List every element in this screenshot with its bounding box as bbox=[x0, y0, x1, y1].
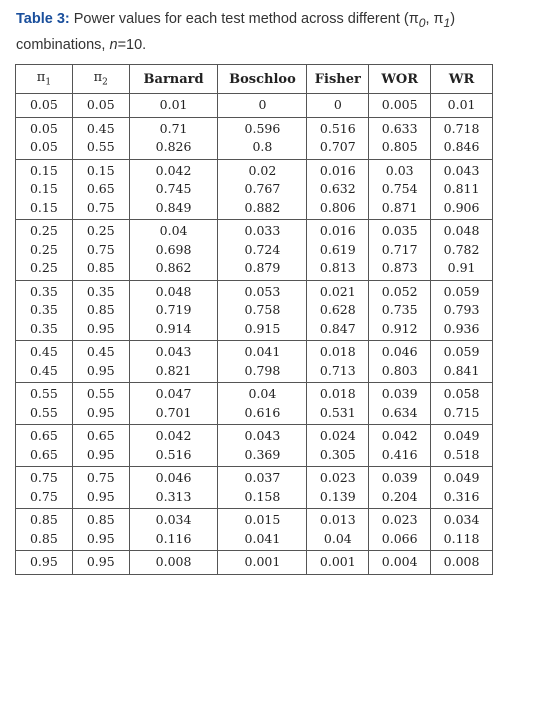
table-cell bbox=[16, 94, 73, 118]
cell-value: 0.841 bbox=[443, 362, 480, 378]
cell-value: 0.037 bbox=[244, 470, 281, 485]
table-cell bbox=[129, 383, 218, 425]
cell-value: 0.02 bbox=[248, 162, 277, 178]
table-row bbox=[16, 159, 493, 220]
cell-value: 0.95 bbox=[86, 530, 115, 546]
table-cell bbox=[307, 341, 369, 383]
cell-value: 0.715 bbox=[443, 404, 480, 420]
cell-value: 0.803 bbox=[381, 362, 418, 378]
table-row bbox=[16, 383, 493, 425]
cell-value: 0.806 bbox=[319, 199, 356, 215]
table-cell bbox=[369, 341, 431, 383]
cell-value: 0.717 bbox=[381, 241, 418, 257]
cell-value: 0.75 bbox=[86, 199, 115, 215]
table-cell bbox=[431, 117, 493, 159]
cell-value: 0.35 bbox=[86, 283, 115, 299]
cell-value: 0.862 bbox=[155, 260, 192, 275]
cell-value: 0.518 bbox=[443, 446, 480, 462]
table-cell bbox=[369, 383, 431, 425]
cell-value: 0.034 bbox=[443, 512, 480, 527]
cell-value: 0.001 bbox=[244, 554, 281, 569]
cell-value: 0.01 bbox=[159, 97, 188, 112]
cell-value: 0.016 bbox=[319, 162, 356, 178]
table-cell bbox=[129, 341, 218, 383]
table-cell bbox=[431, 280, 493, 341]
table-cell bbox=[369, 425, 431, 467]
cell-value: 0.55 bbox=[86, 139, 115, 154]
cell-value: 0.55 bbox=[86, 386, 115, 401]
cell-value: 0.619 bbox=[319, 241, 356, 257]
cell-value: 0.043 bbox=[443, 162, 480, 178]
cell-value: 0.05 bbox=[29, 139, 58, 154]
table-cell bbox=[218, 425, 307, 467]
table-cell bbox=[431, 220, 493, 281]
table-cell bbox=[307, 117, 369, 159]
table-row bbox=[16, 280, 493, 341]
cell-value: 0.046 bbox=[155, 470, 192, 485]
table-cell bbox=[16, 117, 73, 159]
table-cell bbox=[431, 467, 493, 509]
cell-value: 0.008 bbox=[155, 554, 192, 569]
cell-value: 0.041 bbox=[244, 530, 281, 546]
header-wr: WR bbox=[431, 65, 493, 94]
table-cell bbox=[218, 117, 307, 159]
cell-value: 0.65 bbox=[86, 428, 115, 443]
cell-value: 0.023 bbox=[381, 512, 418, 527]
cell-value: 0.914 bbox=[155, 320, 192, 336]
cell-value: 0.023 bbox=[319, 470, 356, 485]
cell-value: 0.04 bbox=[323, 530, 352, 546]
table-cell bbox=[129, 94, 218, 118]
table-cell bbox=[431, 509, 493, 551]
cell-value: 0.95 bbox=[86, 362, 115, 378]
table-row bbox=[16, 425, 493, 467]
cell-value: 0.719 bbox=[155, 302, 192, 317]
cell-value: 0.25 bbox=[29, 260, 58, 275]
table-cell bbox=[72, 425, 129, 467]
table-cell bbox=[307, 383, 369, 425]
caption-label: Table 3: bbox=[16, 11, 70, 27]
table-cell bbox=[218, 551, 307, 575]
cell-value: 0.95 bbox=[86, 320, 115, 336]
cell-value: 0.059 bbox=[443, 283, 480, 299]
cell-value: 0.632 bbox=[319, 181, 356, 196]
cell-value: 0.754 bbox=[381, 181, 418, 196]
cell-value: 0.826 bbox=[155, 139, 192, 154]
table-row bbox=[16, 341, 493, 383]
cell-value: 0.782 bbox=[443, 241, 480, 257]
cell-value: 0.039 bbox=[381, 470, 418, 485]
cell-value: 0.882 bbox=[244, 199, 281, 215]
table-cell bbox=[431, 159, 493, 220]
cell-value: 0.698 bbox=[155, 241, 192, 257]
cell-value: 0.633 bbox=[381, 120, 418, 136]
cell-value: 0.048 bbox=[443, 223, 480, 238]
table-cell bbox=[16, 159, 73, 220]
table-cell bbox=[129, 509, 218, 551]
table-cell bbox=[218, 94, 307, 118]
cell-value: 0.043 bbox=[155, 344, 192, 359]
cell-value: 0.45 bbox=[29, 362, 58, 378]
table-cell bbox=[369, 94, 431, 118]
cell-value: 0.805 bbox=[381, 139, 418, 154]
cell-value: 0.053 bbox=[244, 283, 281, 299]
cell-value: 0.018 bbox=[319, 386, 356, 401]
cell-value: 0.048 bbox=[155, 283, 192, 299]
cell-value: 0.018 bbox=[319, 344, 356, 359]
table-cell bbox=[16, 509, 73, 551]
cell-value: 0.745 bbox=[155, 181, 192, 196]
table-caption bbox=[16, 8, 516, 56]
table-cell bbox=[129, 220, 218, 281]
cell-value: 0.042 bbox=[381, 428, 418, 443]
table-cell bbox=[72, 383, 129, 425]
table-cell bbox=[218, 383, 307, 425]
caption-text: Power values for each test method across different ($\pi_0$, $\pi_1$) bbox=[69, 11, 456, 30]
cell-value: 0.516 bbox=[319, 120, 356, 136]
table-cell bbox=[218, 280, 307, 341]
cell-value: 0.95 bbox=[29, 554, 58, 569]
cell-value: 0.316 bbox=[443, 488, 480, 504]
table-cell bbox=[307, 220, 369, 281]
cell-value: 0.813 bbox=[319, 260, 356, 275]
cell-value: 0.849 bbox=[155, 199, 192, 215]
table-row bbox=[16, 467, 493, 509]
power-values-table bbox=[15, 64, 493, 575]
table-cell bbox=[218, 159, 307, 220]
cell-value: 0.95 bbox=[86, 446, 115, 462]
cell-value: 0.139 bbox=[319, 488, 356, 504]
cell-value: 0.369 bbox=[244, 446, 281, 462]
cell-value: 0.821 bbox=[155, 362, 192, 378]
table-cell bbox=[129, 159, 218, 220]
cell-value: 0.75 bbox=[86, 241, 115, 257]
cell-value: 0.95 bbox=[86, 404, 115, 420]
cell-value: 0.871 bbox=[381, 199, 418, 215]
cell-value: 0.724 bbox=[244, 241, 281, 257]
cell-value: 0.873 bbox=[381, 260, 418, 275]
table-row bbox=[16, 220, 493, 281]
cell-value: 0.25 bbox=[29, 241, 58, 257]
cell-value: 0.596 bbox=[244, 120, 281, 136]
cell-value: 0.701 bbox=[155, 404, 192, 420]
cell-value: 0.45 bbox=[29, 344, 58, 359]
table-cell bbox=[218, 220, 307, 281]
cell-value: 0.15 bbox=[86, 162, 115, 178]
cell-value: 0.75 bbox=[86, 470, 115, 485]
table-cell bbox=[16, 425, 73, 467]
cell-value: 0.313 bbox=[155, 488, 192, 504]
table-cell bbox=[369, 159, 431, 220]
cell-value: 0.049 bbox=[443, 470, 480, 485]
cell-value: 0.35 bbox=[29, 283, 58, 299]
cell-value: 0.058 bbox=[443, 386, 480, 401]
cell-value: 0.039 bbox=[381, 386, 418, 401]
cell-value: 0.118 bbox=[443, 530, 480, 546]
table-cell bbox=[129, 467, 218, 509]
table-cell bbox=[307, 94, 369, 118]
table-cell bbox=[431, 383, 493, 425]
cell-value: 0.906 bbox=[443, 199, 480, 215]
cell-value: 0 bbox=[333, 97, 342, 112]
table-cell bbox=[369, 280, 431, 341]
table-cell bbox=[129, 551, 218, 575]
cell-value: 0.021 bbox=[319, 283, 356, 299]
cell-value: 0.798 bbox=[244, 362, 281, 378]
table-cell bbox=[218, 509, 307, 551]
cell-value: 0.041 bbox=[244, 344, 281, 359]
table-cell bbox=[72, 94, 129, 118]
table-cell bbox=[72, 509, 129, 551]
header-pi1: $\pi_1$ bbox=[16, 65, 73, 94]
cell-value: 0.35 bbox=[29, 320, 58, 336]
cell-value: 0.758 bbox=[244, 302, 281, 317]
header-row bbox=[16, 65, 493, 94]
cell-value: 0.735 bbox=[381, 302, 418, 317]
cell-value: 0.85 bbox=[86, 512, 115, 527]
header-wor: WOR bbox=[369, 65, 431, 94]
cell-value: 0.15 bbox=[29, 162, 58, 178]
cell-value: 0.15 bbox=[29, 181, 58, 196]
cell-value: 0.03 bbox=[385, 162, 414, 178]
table-cell bbox=[72, 551, 129, 575]
cell-value: 0.71 bbox=[159, 120, 188, 136]
cell-value: 0.55 bbox=[29, 386, 58, 401]
cell-value: 0.718 bbox=[443, 120, 480, 136]
table-cell bbox=[369, 117, 431, 159]
table-cell bbox=[431, 341, 493, 383]
caption-line2: combinations, n=10. bbox=[16, 36, 147, 53]
cell-value: 0.85 bbox=[86, 302, 115, 317]
cell-value: 0.516 bbox=[155, 446, 192, 462]
table-cell bbox=[72, 159, 129, 220]
cell-value: 0.05 bbox=[86, 97, 115, 112]
cell-value: 0.01 bbox=[447, 97, 476, 112]
cell-value: 0.043 bbox=[244, 428, 281, 443]
cell-value: 0.75 bbox=[29, 488, 58, 504]
table-cell bbox=[369, 467, 431, 509]
cell-value: 0.15 bbox=[29, 199, 58, 215]
cell-value: 0.049 bbox=[443, 428, 480, 443]
table-cell bbox=[307, 425, 369, 467]
cell-value: 0.915 bbox=[244, 320, 281, 336]
table-cell bbox=[129, 425, 218, 467]
cell-value: 0.811 bbox=[443, 181, 480, 196]
cell-value: 0.45 bbox=[86, 120, 115, 136]
cell-value: 0.001 bbox=[319, 554, 356, 569]
cell-value: 0.35 bbox=[29, 302, 58, 317]
table-cell bbox=[16, 551, 73, 575]
cell-value: 0.95 bbox=[86, 488, 115, 504]
cell-value: 0.034 bbox=[155, 512, 192, 527]
cell-value: 0.005 bbox=[381, 97, 418, 112]
cell-value: 0.95 bbox=[86, 554, 115, 569]
table-cell bbox=[16, 341, 73, 383]
cell-value: 0.047 bbox=[155, 386, 192, 401]
cell-value: 0.204 bbox=[381, 488, 418, 504]
header-barnard: Barnard bbox=[129, 65, 218, 94]
table-cell bbox=[16, 467, 73, 509]
cell-value: 0.416 bbox=[381, 446, 418, 462]
cell-value: 0.042 bbox=[155, 428, 192, 443]
cell-value: 0.04 bbox=[248, 386, 277, 401]
cell-value: 0.05 bbox=[29, 120, 58, 136]
table-cell bbox=[307, 551, 369, 575]
table-cell bbox=[431, 94, 493, 118]
cell-value: 0.91 bbox=[447, 260, 476, 275]
header-boschloo: Boschloo bbox=[218, 65, 307, 94]
header-pi2: $\pi_2$ bbox=[72, 65, 129, 94]
cell-value: 0.158 bbox=[244, 488, 281, 504]
header-fisher: Fisher bbox=[307, 65, 369, 94]
table-cell bbox=[218, 467, 307, 509]
table-cell bbox=[369, 551, 431, 575]
cell-value: 0.305 bbox=[319, 446, 356, 462]
table-cell bbox=[16, 383, 73, 425]
table-cell bbox=[16, 220, 73, 281]
table-cell bbox=[72, 467, 129, 509]
table-cell bbox=[16, 280, 73, 341]
cell-value: 0.847 bbox=[319, 320, 356, 336]
cell-value: 0.628 bbox=[319, 302, 356, 317]
cell-value: 0.936 bbox=[443, 320, 480, 336]
table-cell bbox=[129, 280, 218, 341]
cell-value: 0.016 bbox=[319, 223, 356, 238]
cell-value: 0.25 bbox=[29, 223, 58, 238]
table-row bbox=[16, 117, 493, 159]
cell-value: 0.75 bbox=[29, 470, 58, 485]
cell-value: 0.793 bbox=[443, 302, 480, 317]
cell-value: 0.033 bbox=[244, 223, 281, 238]
cell-value: 0.015 bbox=[244, 512, 281, 527]
cell-value: 0.024 bbox=[319, 428, 356, 443]
cell-value: 0 bbox=[258, 97, 267, 112]
cell-value: 0.912 bbox=[381, 320, 418, 336]
table-row bbox=[16, 551, 493, 575]
cell-value: 0.65 bbox=[29, 428, 58, 443]
cell-value: 0.85 bbox=[29, 530, 58, 546]
table-cell bbox=[72, 117, 129, 159]
table-cell bbox=[369, 509, 431, 551]
table-cell bbox=[307, 467, 369, 509]
cell-value: 0.05 bbox=[29, 97, 58, 112]
cell-value: 0.85 bbox=[86, 260, 115, 275]
table-cell bbox=[431, 551, 493, 575]
cell-value: 0.004 bbox=[381, 554, 418, 569]
cell-value: 0.45 bbox=[86, 344, 115, 359]
cell-value: 0.116 bbox=[155, 530, 192, 546]
cell-value: 0.616 bbox=[244, 404, 281, 420]
table-row bbox=[16, 94, 493, 118]
cell-value: 0.846 bbox=[443, 139, 480, 154]
cell-value: 0.767 bbox=[244, 181, 281, 196]
table-row bbox=[16, 509, 493, 551]
cell-value: 0.634 bbox=[381, 404, 418, 420]
table-cell bbox=[72, 220, 129, 281]
cell-value: 0.85 bbox=[29, 512, 58, 527]
cell-value: 0.066 bbox=[381, 530, 418, 546]
cell-value: 0.707 bbox=[319, 139, 356, 154]
cell-value: 0.25 bbox=[86, 223, 115, 238]
cell-value: 0.531 bbox=[319, 404, 356, 420]
cell-value: 0.65 bbox=[86, 181, 115, 196]
cell-value: 0.879 bbox=[244, 260, 281, 275]
cell-value: 0.035 bbox=[381, 223, 418, 238]
table-cell bbox=[218, 341, 307, 383]
cell-value: 0.042 bbox=[155, 162, 192, 178]
cell-value: 0.052 bbox=[381, 283, 418, 299]
table-cell bbox=[431, 425, 493, 467]
cell-value: 0.04 bbox=[159, 223, 188, 238]
table-cell bbox=[369, 220, 431, 281]
table-cell bbox=[307, 159, 369, 220]
table-cell bbox=[307, 509, 369, 551]
cell-value: 0.059 bbox=[443, 344, 480, 359]
cell-value: 0.046 bbox=[381, 344, 418, 359]
cell-value: 0.013 bbox=[319, 512, 356, 527]
table-cell bbox=[129, 117, 218, 159]
table-cell bbox=[307, 280, 369, 341]
cell-value: 0.008 bbox=[443, 554, 480, 569]
cell-value: 0.713 bbox=[319, 362, 356, 378]
cell-value: 0.8 bbox=[252, 139, 273, 154]
table-cell bbox=[72, 280, 129, 341]
cell-value: 0.55 bbox=[29, 404, 58, 420]
table-cell bbox=[72, 341, 129, 383]
cell-value: 0.65 bbox=[29, 446, 58, 462]
